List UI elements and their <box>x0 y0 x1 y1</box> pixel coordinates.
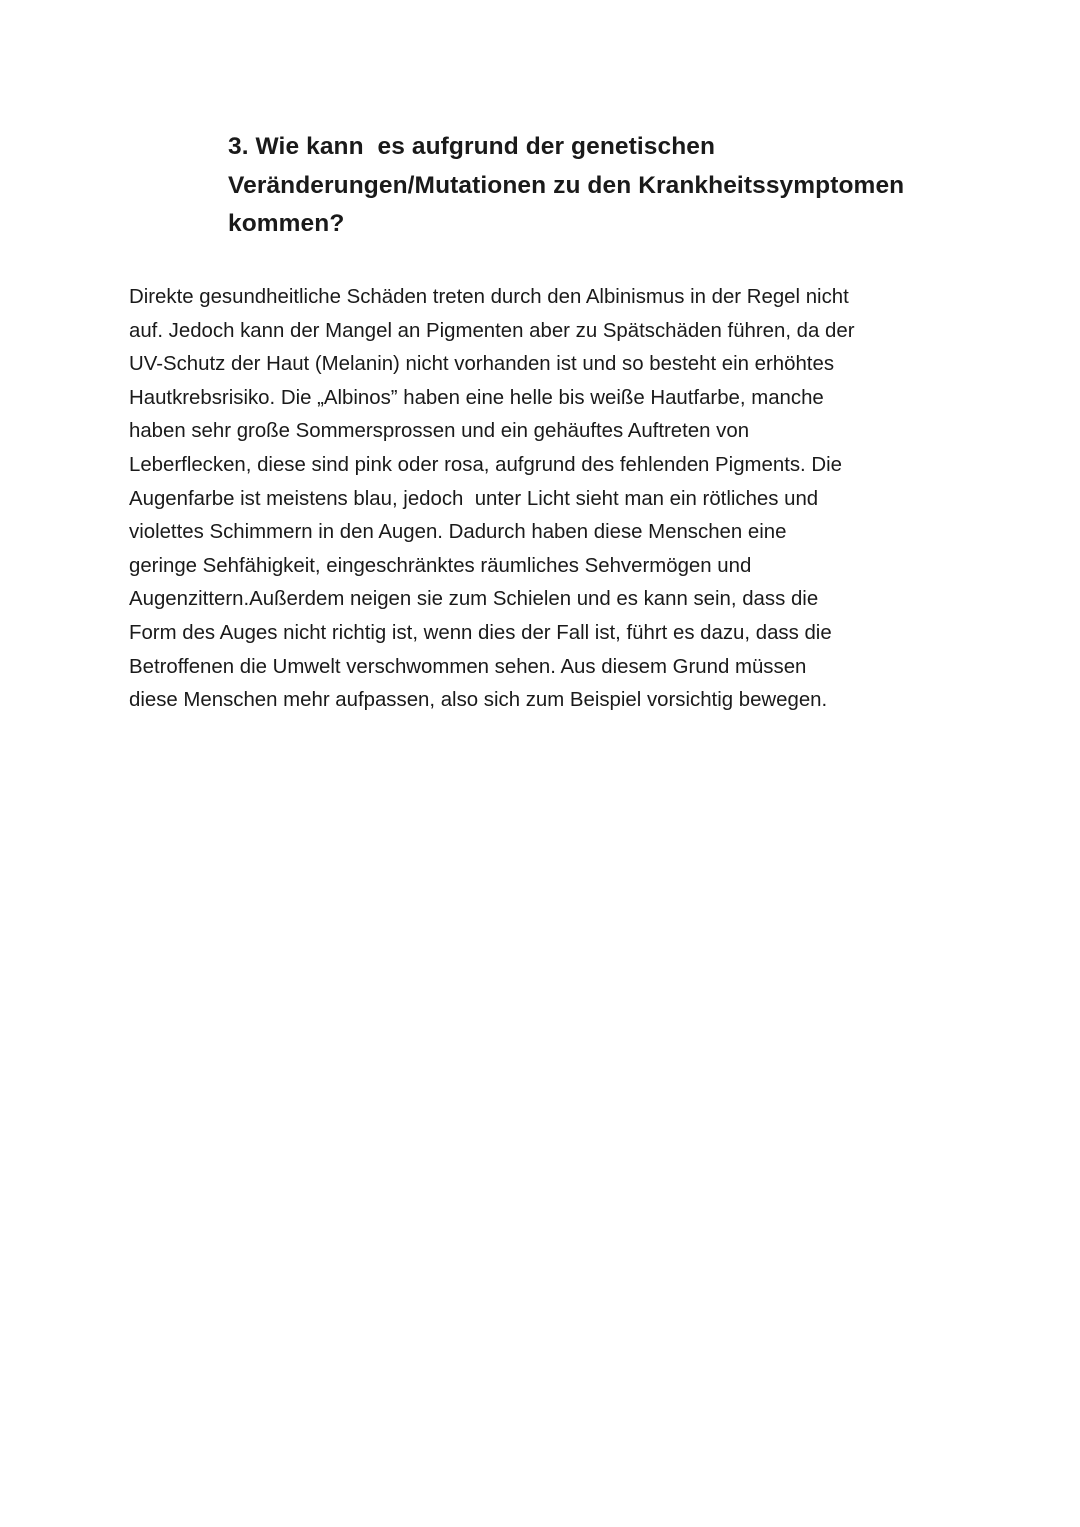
paragraph-line: violettes Schimmern in den Augen. Dadurch haben diese Menschen eine <box>129 521 787 544</box>
answer-paragraph <box>129 281 989 718</box>
paragraph-line: Augenfarbe ist meistens blau, jedoch unter Licht sieht man ein rötliches und <box>129 487 819 510</box>
paragraph-line: Leberflecken, diese sind pink oder rosa, aufgrund des fehlenden Pigments. Die <box>129 453 842 476</box>
paragraph-line: Form des Auges nicht richtig ist, wenn dies der Fall ist, führt es dazu, dass die <box>129 621 832 644</box>
paragraph-line: Direkte gesundheitliche Schäden treten durch den Albinismus in der Regel nicht <box>129 286 849 308</box>
paragraph-line: Betroffenen die Umwelt verschwommen sehen. Aus diesem Grund müssen <box>129 655 807 678</box>
paragraph-line: haben sehr große Sommersprossen und ein gehäuftes Auftreten von <box>129 420 750 443</box>
paragraph-line: auf. Jedoch kann der Mangel an Pigmenten aber zu Spätschäden führen, da der <box>129 319 855 342</box>
paragraph-line: Hautkrebsrisiko. Die „Albinos” haben eine helle bis weiße Hautfarbe, manche <box>129 386 824 409</box>
paragraph-line: UV-Schutz der Haut (Melanin) nicht vorhanden ist und so besteht ein erhöhtes <box>129 353 835 376</box>
heading-line: kommen? <box>228 210 345 237</box>
paragraph-line: diese Menschen mehr aufpassen, also sich zum Beispiel vorsichtig bewegen. <box>129 689 828 712</box>
heading-line: 3. Wie kann es aufgrund der genetischen <box>228 133 716 160</box>
paragraph-line: geringe Sehfähigkeit, eingeschränktes räumliches Sehvermögen und <box>129 554 752 577</box>
question-heading <box>228 128 988 244</box>
paragraph-line: Augenzittern.Außerdem neigen sie zum Schielen und es kann sein, dass die <box>129 588 819 611</box>
heading-line: Veränderungen/Mutationen zu den Krankheitssymptomen <box>228 171 905 199</box>
